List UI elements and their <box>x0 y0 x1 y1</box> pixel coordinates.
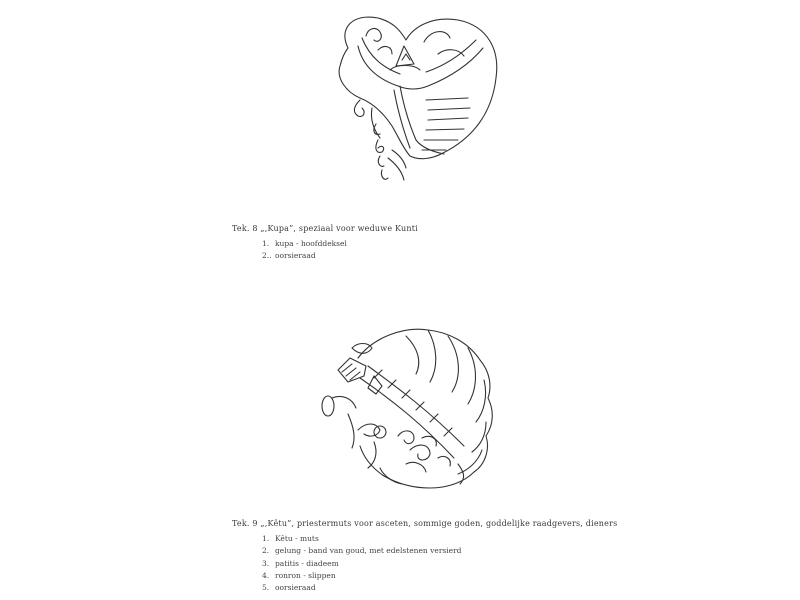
legend-item-text: ronron - slippen <box>275 570 336 580</box>
legend-item <box>262 583 461 595</box>
legend-item-number: 4. <box>262 570 270 580</box>
legend-item <box>262 559 461 571</box>
legend-item-number: 1. <box>262 534 270 543</box>
legend-item <box>262 546 461 558</box>
legend-item-number: 2.. <box>262 251 272 260</box>
legend-item-text: kupa - hoofddeksel <box>275 239 347 248</box>
legend-item-text: gelung - band van goud, met edelstenen versierd <box>275 546 462 556</box>
figure-ketu-drawing <box>318 318 498 496</box>
ketu-outline <box>358 329 492 488</box>
legend-item <box>262 534 461 546</box>
kupa-outline <box>339 17 497 159</box>
gelung-band <box>368 366 464 446</box>
legend-item-number: 2. <box>262 546 270 556</box>
legend-item-number: 1. <box>262 239 270 248</box>
legend-item <box>262 239 347 251</box>
legend-item-number: 5. <box>262 583 270 593</box>
legend-item-text: Kêtu - muts <box>275 534 319 543</box>
legend-item <box>262 251 347 263</box>
legend-item-text: oorsieraad <box>275 251 316 260</box>
legend-item-number: 3. <box>262 558 270 568</box>
legend-item-text: oorsieraad <box>275 583 316 593</box>
figure-9-caption: Tek. 9 „,Kêtu”, priestermuts voor asceten, sommige goden, goddelijke raadgevers, dieners <box>232 519 618 528</box>
figure-8-legend <box>262 239 347 263</box>
legend-item <box>262 571 461 583</box>
figure-9-legend <box>262 534 461 595</box>
figure-8-caption: Tek. 8 „,Kupa”, speziaal voor weduwe Kunti <box>232 224 418 233</box>
legend-item-text: patitis - diadeem <box>275 558 339 568</box>
figure-kupa-drawing <box>318 8 508 186</box>
